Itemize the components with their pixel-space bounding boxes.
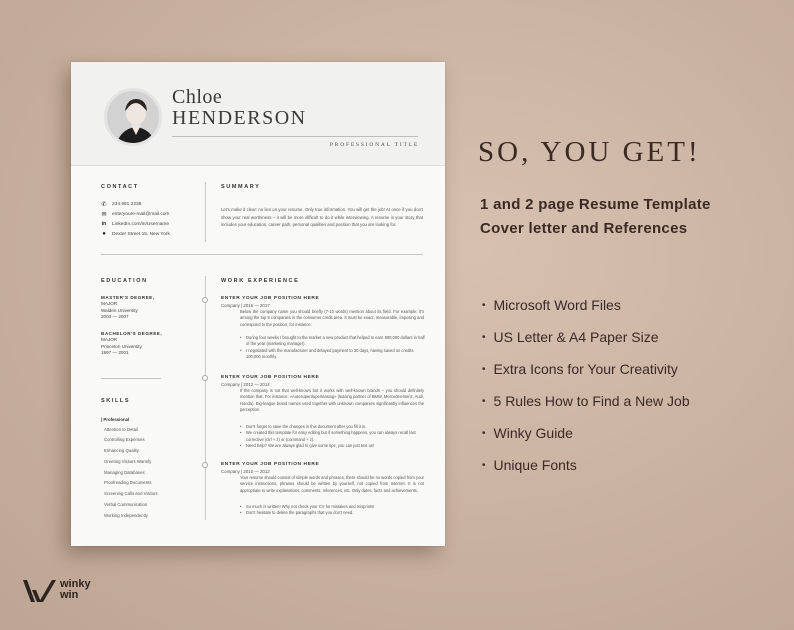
- job-bullets: [240, 424, 426, 449]
- job-bullets: [240, 335, 426, 360]
- bullet-icon: •: [482, 427, 486, 439]
- skill-item: Enhancing Quality: [104, 448, 139, 453]
- feature-item: • 5 Rules How to Find a New Job: [482, 393, 690, 409]
- skill-item: Greeting Visitors Warmly: [104, 459, 152, 464]
- resume-page: [71, 62, 445, 546]
- job-description: Below the company name you should briefly (7-10 words) mention about its field. For example: it's among the top 5 companies in the consumer credit area. It must be exact, measurable, imposing and correspond to the position, for instance:: [240, 309, 424, 327]
- contact-phone: ✆ 234.981.2238: [101, 201, 142, 208]
- skill-item: Screening Calls and Visitors: [104, 491, 158, 496]
- skills-group: | Professional: [101, 417, 130, 422]
- skill-item: Managing Databases: [104, 470, 145, 475]
- job-title: ENTER YOUR JOB POSITION HERE: [221, 375, 320, 380]
- job-description: If the company is not that well-known but it works with well-known brands – you should definitely mention that. For instance: «Autosuperduperleasing» (leasing partner of BMW, Mercedes-Benz, Audi, Honda). Big-league brand names used together with unknown companies significantly influences the perception.: [240, 388, 424, 413]
- last-name: HENDERSON: [172, 107, 307, 129]
- contact-divider: [205, 182, 206, 242]
- feature-item: • Winky Guide: [482, 425, 573, 441]
- contact-heading: CONTACT: [101, 184, 139, 190]
- feature-item: • US Letter & A4 Paper Size: [482, 329, 659, 345]
- summary-text: Let's make it clear: no lies on your resume. Only true information. You will get the job! At once if you don't show your real worthiness – it will be more difficult to do it while interviewing. A resume is your story that includes your education, career path, personal qualities and position that you are looking for.: [221, 207, 423, 228]
- education-divider: [101, 378, 161, 379]
- first-name: Chloe: [172, 86, 223, 108]
- resume-header: [71, 62, 445, 166]
- mail-icon: ✉: [101, 211, 107, 218]
- bullet-icon: •: [482, 299, 486, 311]
- timeline-dot: [202, 375, 208, 381]
- section-divider: [101, 254, 423, 255]
- feature-item: • Extra Icons for Your Creativity: [482, 361, 678, 377]
- skill-item: Working Independently: [104, 513, 148, 518]
- education-item: BACHELOR'S DEGREE, MAJOR Princeton University 1997 — 2001: [101, 331, 163, 356]
- bullet-icon: •: [482, 395, 486, 407]
- bullet-icon: •: [482, 363, 486, 375]
- summary-heading: SUMMARY: [221, 184, 261, 190]
- linkedin-icon: in: [101, 221, 107, 227]
- promo-headline: SO, YOU GET!: [478, 136, 701, 168]
- bullet-icon: •: [482, 459, 486, 471]
- job-company: Company | 2016 — 2017: [221, 303, 270, 308]
- job-bullet: • Don't forget to save the changes in this document after you fill it in.: [240, 424, 426, 430]
- skill-item: Proofreading Documents: [104, 480, 152, 485]
- skills-heading: SKILLS: [101, 398, 131, 404]
- phone-icon: ✆: [101, 201, 107, 208]
- education-item: MASTER'S DEGREE, MAJOR Walden University 2003 — 2007: [101, 295, 155, 320]
- contact-email: ✉ enteryoure-mail@mail.com: [101, 211, 170, 218]
- job-bullet: • I negotiated with the manufacturer and delayed payment to 30 days, having saved on credits 100,000 monthly.: [240, 348, 426, 361]
- timeline-dot: [202, 462, 208, 468]
- skill-item: Verbal Communication: [104, 502, 148, 507]
- job-title: ENTER YOUR JOB POSITION HERE: [221, 296, 320, 301]
- header-divider: [172, 136, 418, 137]
- profile-photo: [104, 88, 162, 146]
- job-bullet: • So much is written! Why not check your CV for mistakes and misprints!: [240, 504, 426, 510]
- brand-name: winky win: [60, 578, 91, 601]
- job-company: Company | 2012 — 2014: [221, 382, 270, 387]
- contact-location: ● Dexter Street 15, New York: [102, 231, 170, 237]
- bullet-icon: •: [482, 331, 486, 343]
- promo-subtitle: 1 and 2 page Resume Template: [480, 196, 711, 213]
- contact-linkedin: in LinkedIn.com/in/Username: [101, 221, 170, 227]
- work-heading: WORK EXPERIENCE: [221, 278, 300, 284]
- education-heading: EDUCATION: [101, 278, 148, 284]
- timeline-dot: [202, 297, 208, 303]
- job-bullet: • Don't hesitate to delete the paragraphs that you don't need.: [240, 510, 426, 516]
- professional-title: PROFESSIONAL TITLE: [329, 142, 419, 148]
- job-bullet: • During four weeks I brought to the market a new product that helped to earn 800,000 dollars in half of the year (marketing manager).: [240, 335, 426, 348]
- job-bullets: [240, 504, 426, 517]
- winky-logo-icon: [22, 577, 56, 610]
- skill-item: Controlling Expenses: [104, 437, 145, 442]
- timeline-line: [205, 276, 206, 520]
- job-company: Company | 2010 — 2012: [221, 469, 270, 474]
- job-bullet: • We created this template for easy editing but if something happens, you can always recall last corrective (ctrl + z) or (command + z).: [240, 430, 426, 443]
- feature-item: • Unique Fonts: [482, 457, 577, 473]
- skill-item: Attention to Detail: [104, 427, 138, 432]
- job-bullet: • Need help? We are always glad to give some tips, you can just text us!: [240, 443, 426, 449]
- job-description: Your resume should consist of simple words and phrases, there should be no words copied from your service instructions, phrases should be written by yourself, not copied from Internet. It is not appropriate to write explanations, comments, references, etc. Only dates, facts and achievements.: [240, 475, 424, 493]
- feature-item: • Microsoft Word Files: [482, 297, 621, 313]
- promo-subtitle: Cover letter and References: [480, 220, 688, 237]
- job-title: ENTER YOUR JOB POSITION HERE: [221, 462, 320, 467]
- location-icon: ●: [102, 231, 106, 237]
